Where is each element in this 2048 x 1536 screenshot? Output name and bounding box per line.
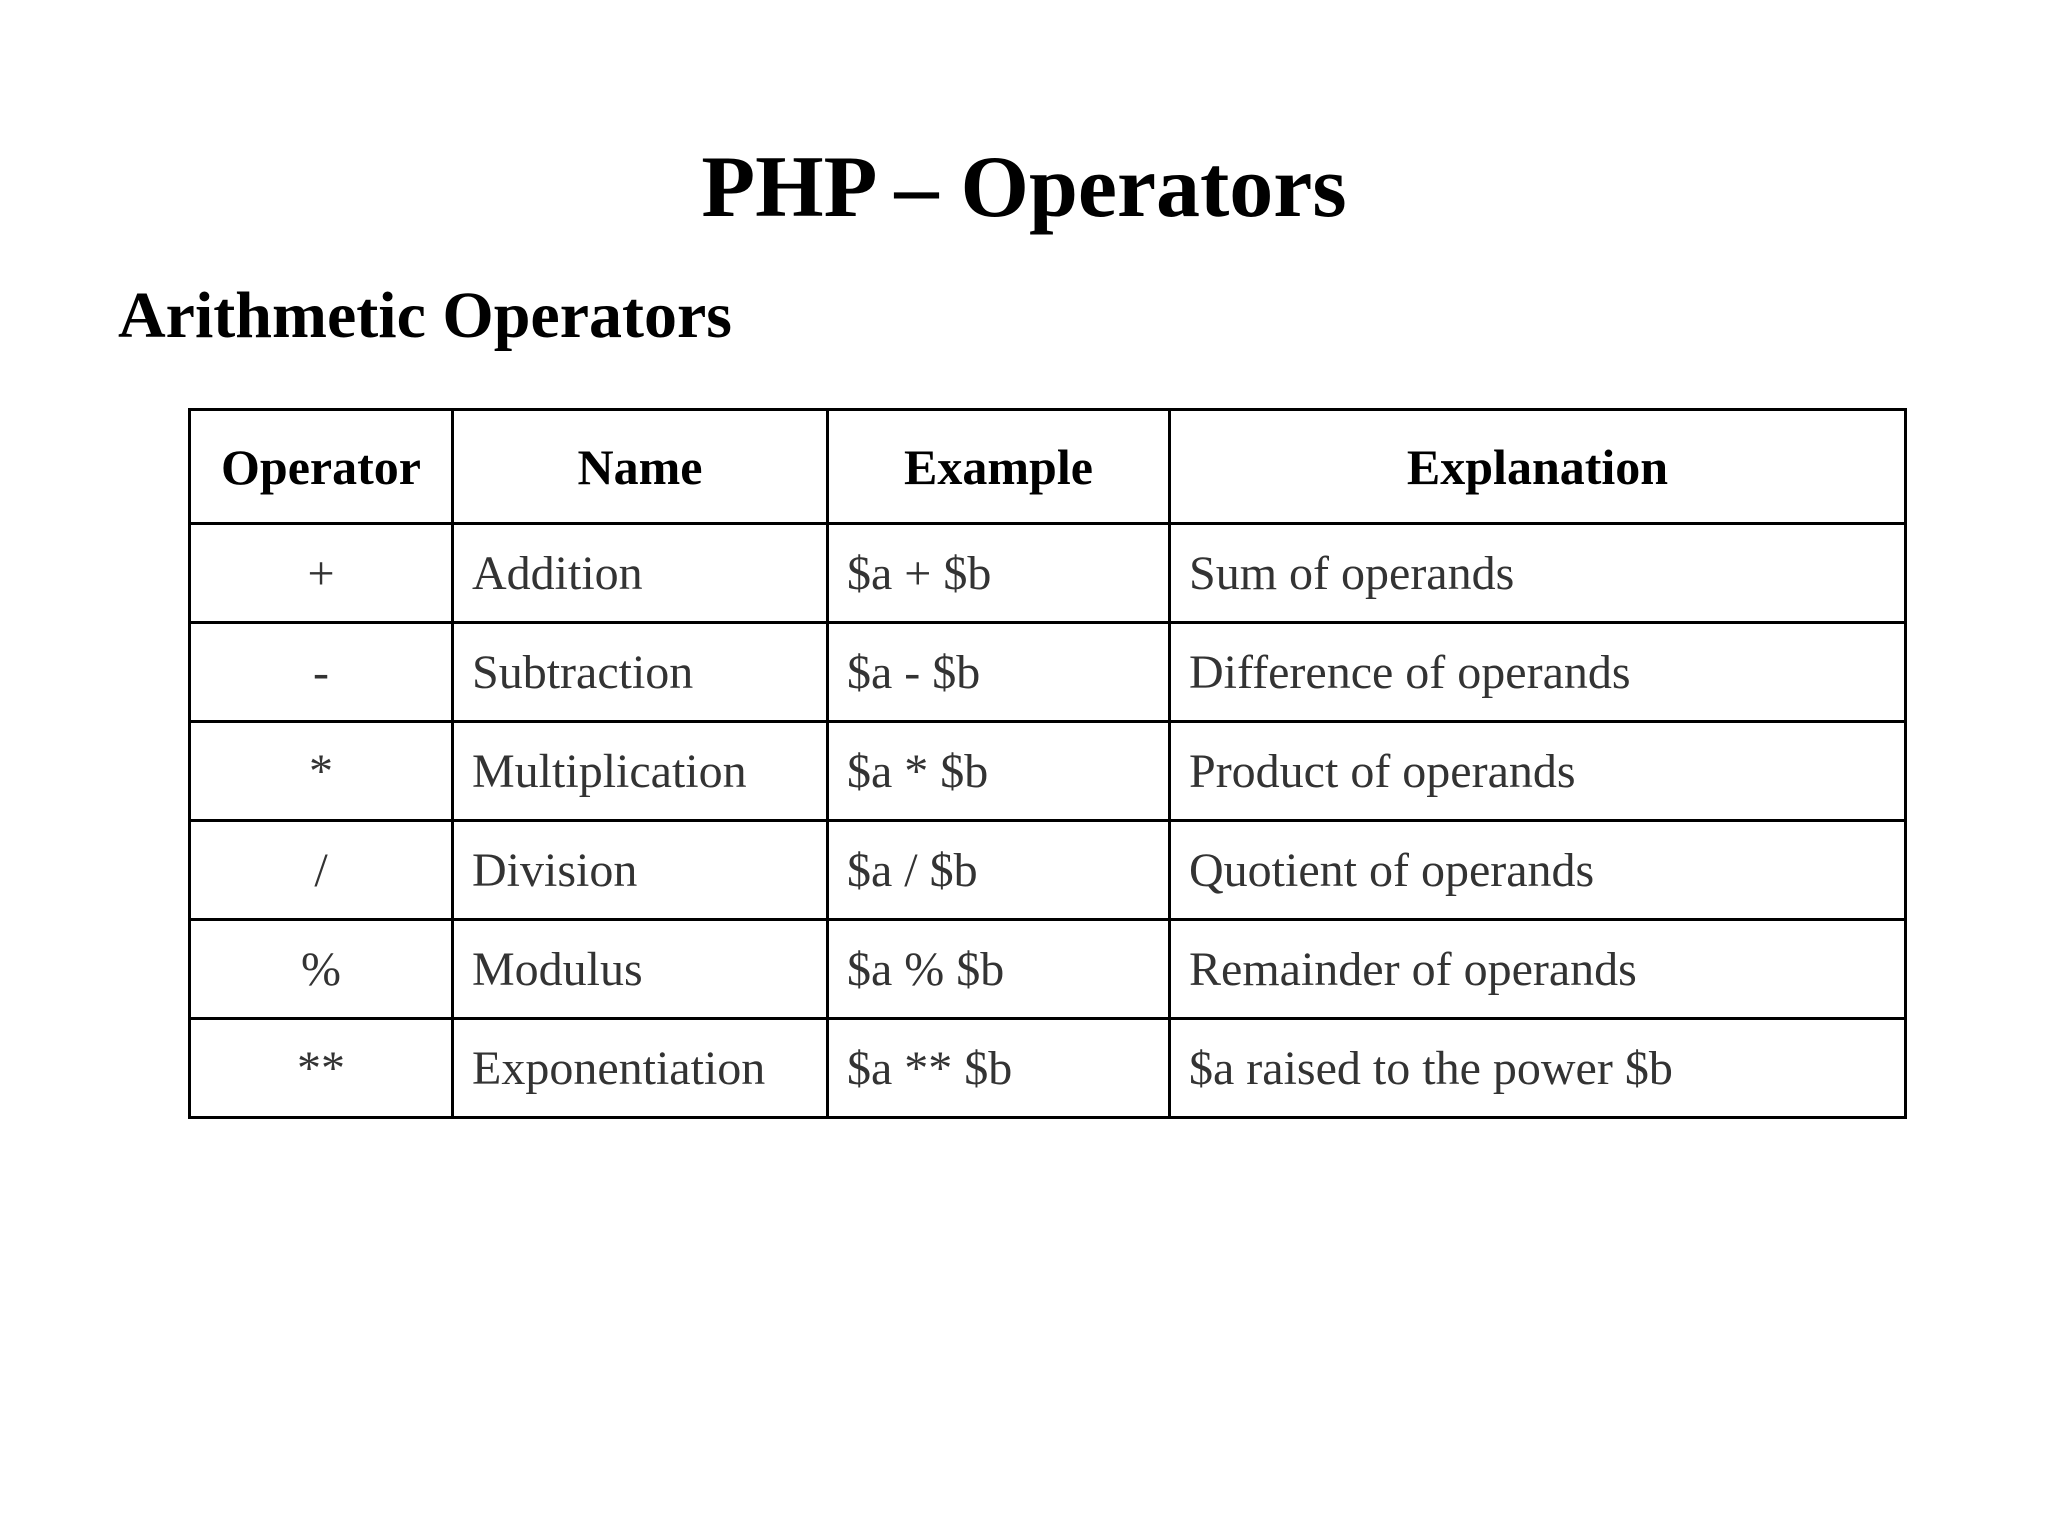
cell-explanation: Quotient of operands: [1170, 821, 1906, 920]
cell-example: $a / $b: [828, 821, 1170, 920]
operators-table: [188, 408, 1907, 1119]
cell-example: $a - $b: [828, 623, 1170, 722]
table-row: [190, 1019, 1906, 1118]
cell-name: Addition: [453, 524, 828, 623]
cell-operator: /: [190, 821, 453, 920]
table-row: [190, 524, 1906, 623]
cell-operator: -: [190, 623, 453, 722]
cell-explanation: $a raised to the power $b: [1170, 1019, 1906, 1118]
cell-example: $a * $b: [828, 722, 1170, 821]
cell-explanation: Product of operands: [1170, 722, 1906, 821]
cell-name: Multiplication: [453, 722, 828, 821]
cell-explanation: Difference of operands: [1170, 623, 1906, 722]
table-row: [190, 821, 1906, 920]
cell-operator: +: [190, 524, 453, 623]
header-name: Name: [453, 410, 828, 524]
cell-name: Exponentiation: [453, 1019, 828, 1118]
cell-explanation: Remainder of operands: [1170, 920, 1906, 1019]
table-row: [190, 920, 1906, 1019]
cell-example: $a + $b: [828, 524, 1170, 623]
cell-operator: *: [190, 722, 453, 821]
header-operator: Operator: [190, 410, 453, 524]
cell-operator: **: [190, 1019, 453, 1118]
cell-example: $a ** $b: [828, 1019, 1170, 1118]
header-explanation: Explanation: [1170, 410, 1906, 524]
slide-title: PHP – Operators: [701, 139, 1347, 236]
header-example: Example: [828, 410, 1170, 524]
table-header-row: [190, 410, 1906, 524]
table-row: [190, 722, 1906, 821]
cell-explanation: Sum of operands: [1170, 524, 1906, 623]
cell-name: Subtraction: [453, 623, 828, 722]
cell-name: Division: [453, 821, 828, 920]
section-heading: Arithmetic Operators: [118, 279, 732, 352]
cell-name: Modulus: [453, 920, 828, 1019]
cell-example: $a % $b: [828, 920, 1170, 1019]
cell-operator: %: [190, 920, 453, 1019]
table-row: [190, 623, 1906, 722]
